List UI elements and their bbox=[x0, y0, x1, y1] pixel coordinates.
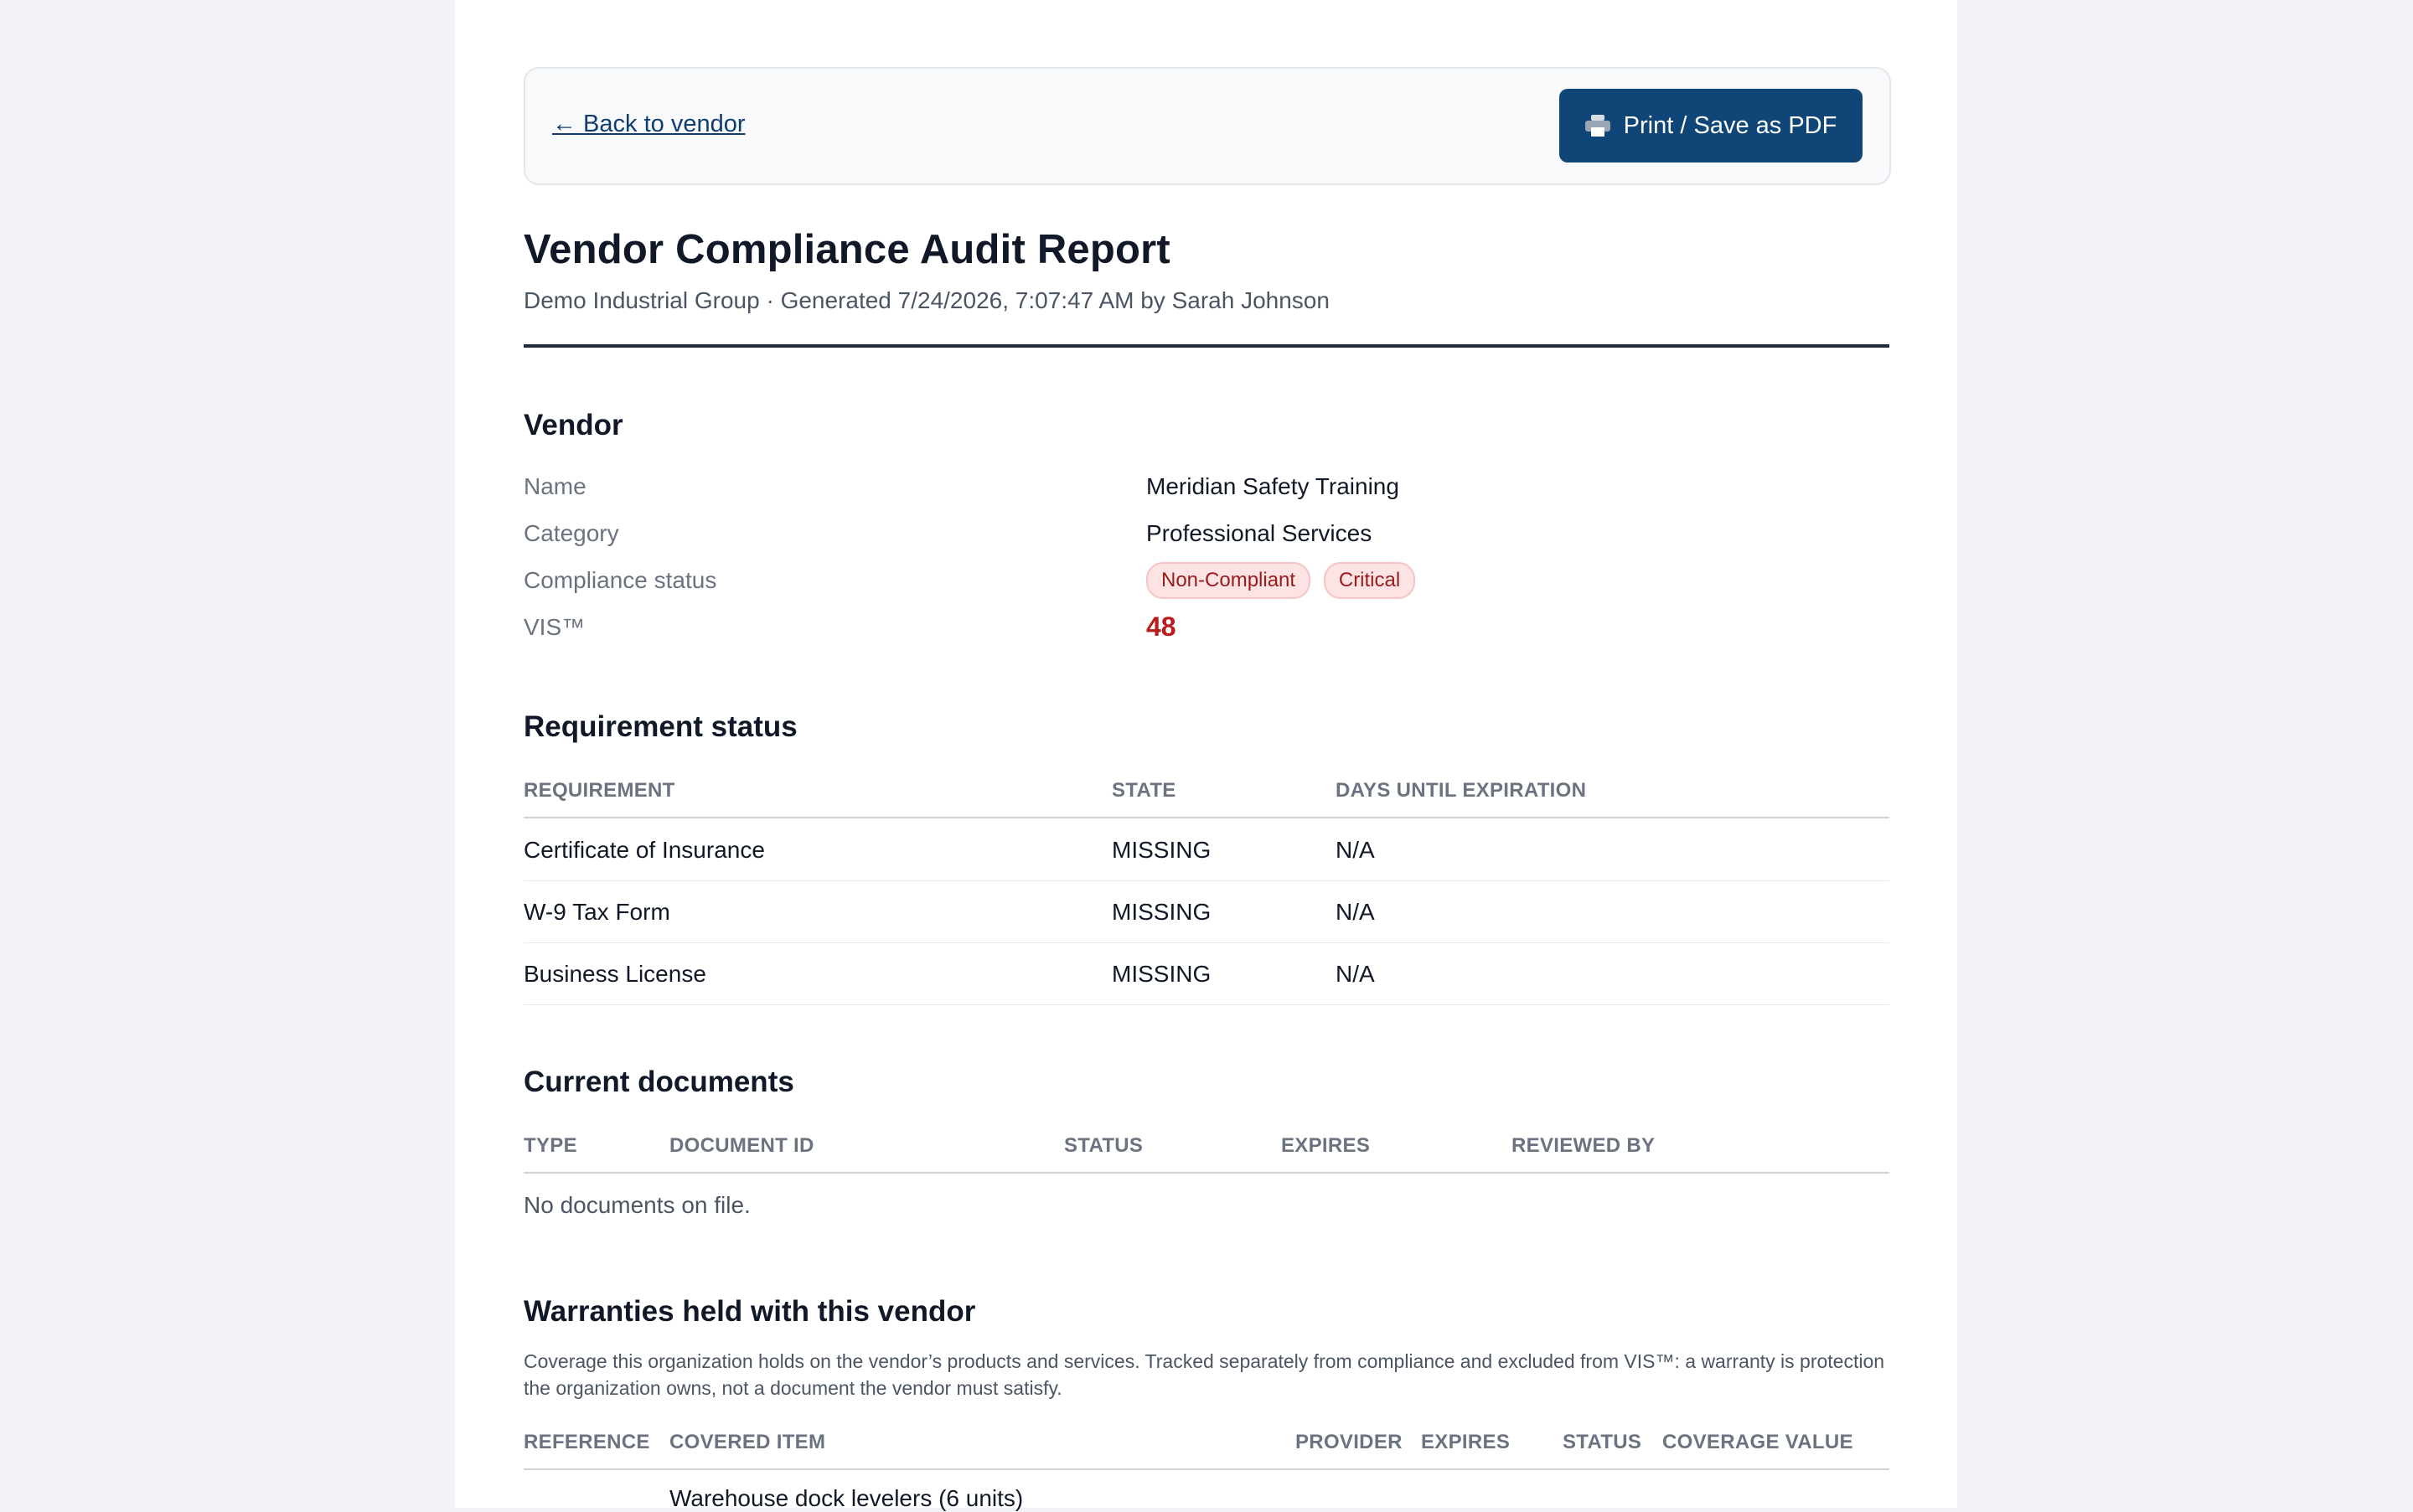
col-covered-item: COVERED ITEM bbox=[669, 1431, 826, 1453]
vendor-name-value: Meridian Safety Training bbox=[1146, 473, 1399, 499]
col-state: STATE bbox=[1112, 779, 1176, 802]
row-divider bbox=[524, 1004, 1889, 1005]
requirements-heading: Requirement status bbox=[524, 710, 798, 743]
col-days-until-expiration: DAYS UNTIL EXPIRATION bbox=[1336, 779, 1587, 802]
warranties-heading: Warranties held with this vendor bbox=[524, 1295, 976, 1328]
col-document-id: DOCUMENT ID bbox=[669, 1134, 814, 1157]
col-expires: EXPIRES bbox=[1281, 1134, 1371, 1157]
print-save-pdf-button[interactable] bbox=[1559, 89, 1863, 163]
compliance-status-label: Compliance status bbox=[524, 567, 717, 593]
table-row: Certificate of Insurance bbox=[524, 837, 765, 863]
col-warranty-status: STATUS bbox=[1563, 1431, 1642, 1453]
vis-score-value: 48 bbox=[1146, 612, 1176, 642]
back-to-vendor-link[interactable]: ← Back to vendor bbox=[552, 111, 746, 137]
documents-empty-state: No documents on file. bbox=[524, 1192, 751, 1218]
title-divider bbox=[524, 344, 1889, 348]
warranties-header-rule bbox=[524, 1468, 1889, 1470]
row-divider bbox=[524, 942, 1889, 943]
table-cell-days: N/A bbox=[1336, 961, 1375, 987]
table-cell-days: N/A bbox=[1336, 899, 1375, 925]
table-row: Warehouse dock levelers (6 units) bbox=[669, 1485, 1024, 1511]
table-cell-state: MISSING bbox=[1112, 899, 1212, 925]
report-subtitle: Demo Industrial Group · Generated 7/24/2026, 7:07:47 AM by Sarah Johnson bbox=[524, 287, 1330, 313]
col-type: TYPE bbox=[524, 1134, 577, 1157]
table-row: W-9 Tax Form bbox=[524, 899, 670, 925]
documents-heading: Current documents bbox=[524, 1066, 794, 1098]
warranties-description: Coverage this organization holds on the vendor’s products and services. Tracked separately from compliance and excluded from VIS™: a warranty is protection the organization owns, not a document the vendor must satisfy. bbox=[524, 1350, 1885, 1399]
vendor-name-label: Name bbox=[524, 473, 586, 499]
col-requirement: REQUIREMENT bbox=[524, 779, 675, 802]
printer-icon bbox=[1585, 115, 1610, 137]
table-cell-state: MISSING bbox=[1112, 837, 1212, 863]
vis-label: VIS™ bbox=[524, 614, 586, 640]
col-warranty-expires: EXPIRES bbox=[1421, 1431, 1511, 1453]
documents-header-rule bbox=[524, 1172, 1889, 1174]
vendor-category-value: Professional Services bbox=[1146, 520, 1372, 546]
table-cell-days: N/A bbox=[1336, 837, 1375, 863]
compliance-status-badges bbox=[1146, 562, 1422, 599]
col-reference: REFERENCE bbox=[524, 1431, 650, 1453]
col-provider: PROVIDER bbox=[1295, 1431, 1403, 1453]
requirements-header-rule bbox=[524, 817, 1889, 818]
page-title: Vendor Compliance Audit Report bbox=[524, 227, 1170, 272]
report-page bbox=[455, 0, 1957, 1511]
col-reviewed-by: REVIEWED BY bbox=[1511, 1134, 1656, 1157]
vendor-heading: Vendor bbox=[524, 409, 623, 441]
report-toolbar bbox=[524, 67, 1891, 185]
table-row: Business License bbox=[524, 961, 706, 987]
col-coverage-value: COVERAGE VALUE bbox=[1662, 1431, 1853, 1453]
row-divider bbox=[524, 880, 1889, 881]
print-button-label: Print / Save as PDF bbox=[1623, 111, 1837, 139]
table-cell-state: MISSING bbox=[1112, 961, 1212, 987]
status-badge-critical: Critical bbox=[1324, 562, 1415, 599]
status-badge-non-compliant: Non-Compliant bbox=[1146, 562, 1310, 599]
col-status: STATUS bbox=[1064, 1134, 1144, 1157]
vendor-category-label: Category bbox=[524, 520, 619, 546]
